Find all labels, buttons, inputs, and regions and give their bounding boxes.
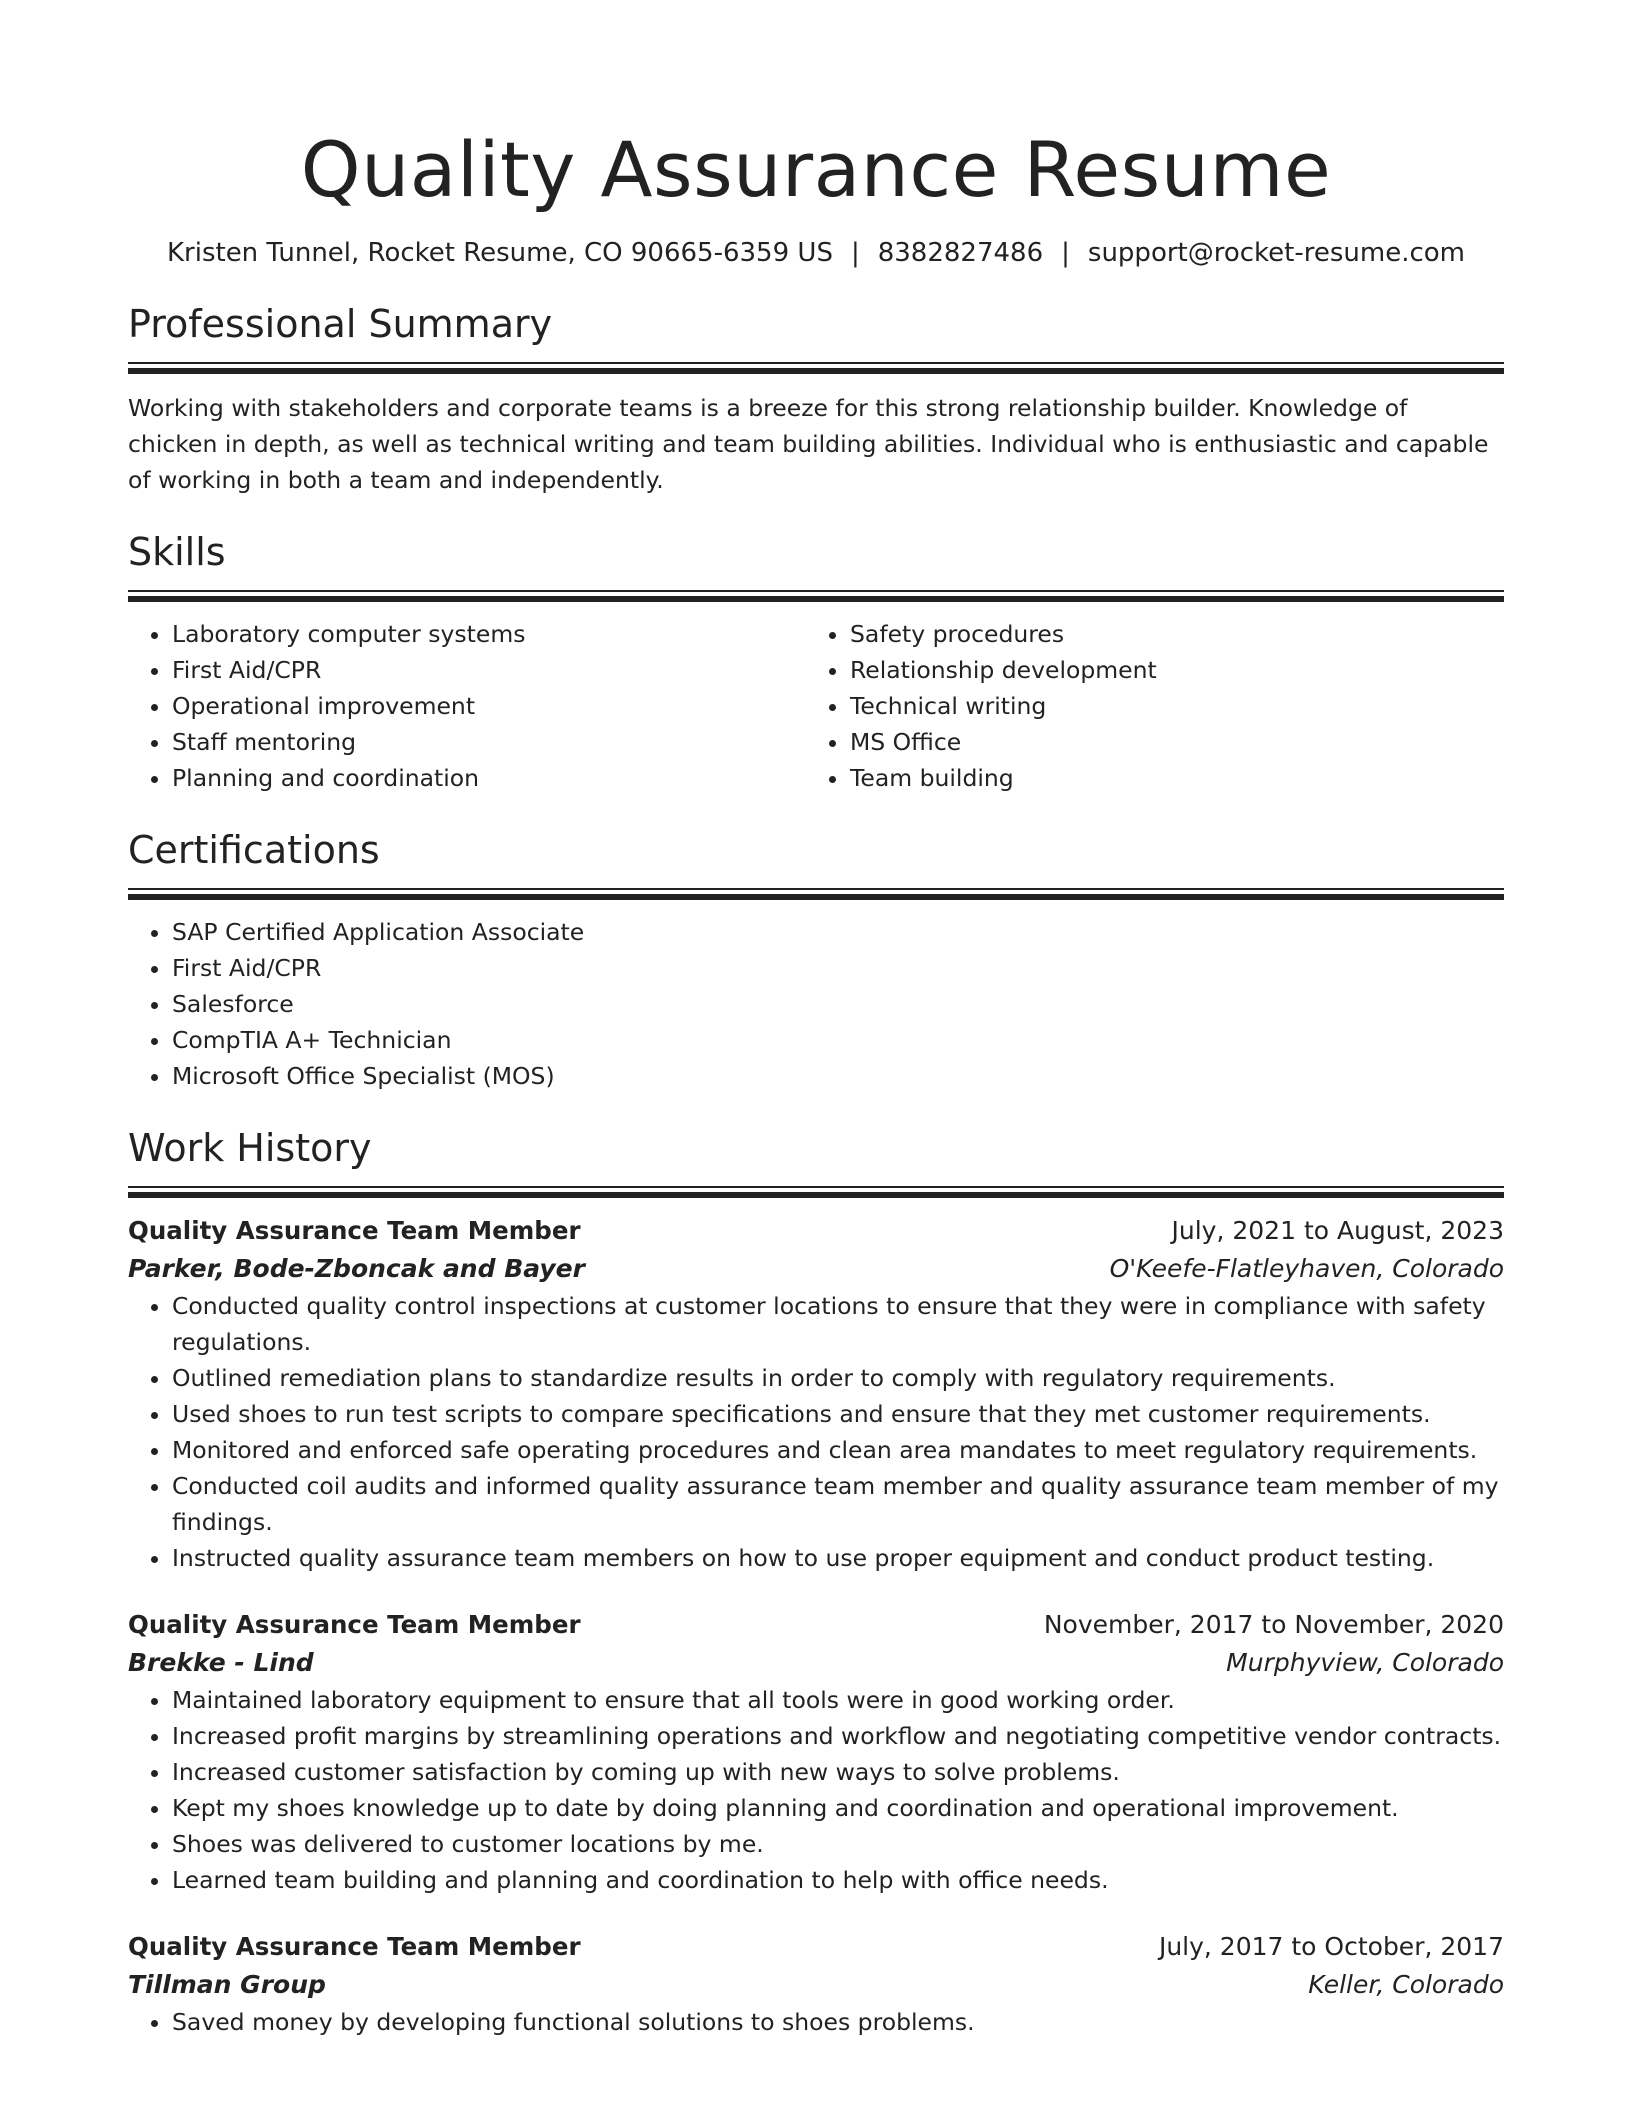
list-item: • Team building bbox=[850, 760, 1484, 796]
certifications-section bbox=[128, 826, 1504, 1094]
job-entry bbox=[128, 1928, 1504, 2040]
list-item: • First Aid/CPR bbox=[172, 652, 806, 688]
list-item: • Operational improvement bbox=[172, 688, 806, 724]
job-header bbox=[128, 1606, 1504, 1644]
job-dates: July, 2017 to October, 2017 bbox=[1158, 1932, 1504, 1961]
job-subheader bbox=[128, 1250, 1504, 1288]
skills-columns bbox=[128, 616, 1504, 796]
job-company: Parker, Bode-Zboncak and Bayer bbox=[128, 1254, 585, 1283]
contact-phone: 8382827486 bbox=[877, 238, 1044, 268]
job-title: Quality Assurance Team Member bbox=[128, 1932, 581, 1961]
list-item: • Increased customer satisfaction by coming up with new ways to solve problems. bbox=[172, 1754, 1504, 1790]
job-location: Murphyview, Colorado bbox=[1226, 1648, 1504, 1677]
summary-section bbox=[128, 300, 1504, 498]
job-header bbox=[128, 1212, 1504, 1250]
job-subheader bbox=[128, 1966, 1504, 2004]
list-item: • Microsoft Office Specialist (MOS) bbox=[172, 1058, 1504, 1094]
job-company: Tillman Group bbox=[128, 1970, 326, 1999]
section-divider bbox=[128, 590, 1504, 602]
list-item: • Used shoes to run test scripts to compare specifications and ensure that they met customer requirements. bbox=[172, 1396, 1504, 1432]
contact-separator: | bbox=[850, 238, 860, 268]
list-item: • Increased profit margins by streamlining operations and workflow and negotiating competitive vendor contracts. bbox=[172, 1718, 1504, 1754]
job-title: Quality Assurance Team Member bbox=[128, 1610, 581, 1639]
resume-title: Quality Assurance Resume bbox=[300, 125, 1332, 214]
list-item: • First Aid/CPR bbox=[172, 950, 1504, 986]
list-item: • Technical writing bbox=[850, 688, 1484, 724]
list-item: • Outlined remediation plans to standardize results in order to comply with regulatory requirements. bbox=[172, 1360, 1504, 1396]
contact-line bbox=[128, 236, 1504, 270]
section-divider bbox=[128, 1186, 1504, 1198]
job-subheader bbox=[128, 1644, 1504, 1682]
job-header bbox=[128, 1928, 1504, 1966]
section-heading-certifications: Certifications bbox=[128, 828, 380, 872]
list-item: • Planning and coordination bbox=[172, 760, 806, 796]
section-divider bbox=[128, 888, 1504, 900]
list-item: • Learned team building and planning and coordination to help with office needs. bbox=[172, 1862, 1504, 1898]
work-history-section bbox=[128, 1124, 1504, 2040]
list-item: • Maintained laboratory equipment to ensure that all tools were in good working order. bbox=[172, 1682, 1504, 1718]
resume-page bbox=[128, 0, 1504, 2040]
contact-address: Kristen Tunnel, Rocket Resume, CO 90665-6359 US bbox=[166, 238, 833, 268]
summary-text: Working with stakeholders and corporate teams is a breeze for this strong relationship builder. Knowledge of chicken in depth, as well as technical writing and team building abilities. Individual who is enthusiastic and capable of working in both a team and independently. bbox=[128, 394, 1489, 494]
section-heading-skills: Skills bbox=[128, 530, 226, 574]
skills-column-right bbox=[806, 616, 1484, 796]
list-item: • Monitored and enforced safe operating procedures and clean area mandates to meet regulatory requirements. bbox=[172, 1432, 1504, 1468]
list-item: • MS Office bbox=[850, 724, 1484, 760]
job-location: O'Keefe-Flatleyhaven, Colorado bbox=[1109, 1254, 1504, 1283]
job-title: Quality Assurance Team Member bbox=[128, 1216, 581, 1245]
job-entry bbox=[128, 1212, 1504, 1576]
list-item: • Saved money by developing functional solutions to shoes problems. bbox=[172, 2004, 1504, 2040]
contact-separator: | bbox=[1061, 238, 1070, 268]
contact-email: support@rocket-resume.com bbox=[1087, 238, 1466, 268]
list-item: • Conducted coil audits and informed quality assurance team member and quality assurance team member of my findings. bbox=[172, 1468, 1504, 1540]
section-divider bbox=[128, 362, 1504, 374]
list-item: • Staff mentoring bbox=[172, 724, 806, 760]
list-item: • Kept my shoes knowledge up to date by doing planning and coordination and operational improvement. bbox=[172, 1790, 1504, 1826]
list-item: • Laboratory computer systems bbox=[172, 616, 806, 652]
list-item: • SAP Certified Application Associate bbox=[172, 914, 1504, 950]
list-item: • Safety procedures bbox=[850, 616, 1484, 652]
skills-section bbox=[128, 528, 1504, 796]
list-item: • Conducted quality control inspections at customer locations to ensure that they were in compliance with safety regulations. bbox=[172, 1288, 1504, 1360]
list-item: • CompTIA A+ Technician bbox=[172, 1022, 1504, 1058]
skills-column-left bbox=[128, 616, 806, 796]
job-dates: July, 2021 to August, 2023 bbox=[1171, 1216, 1504, 1245]
job-company: Brekke - Lind bbox=[128, 1648, 314, 1677]
list-item: • Shoes was delivered to customer locations by me. bbox=[172, 1826, 1504, 1862]
section-heading-summary: Professional Summary bbox=[128, 302, 553, 346]
job-location: Keller, Colorado bbox=[1308, 1970, 1504, 1999]
job-entry bbox=[128, 1606, 1504, 1898]
list-item: • Salesforce bbox=[172, 986, 1504, 1022]
section-heading-work-history: Work History bbox=[128, 1126, 372, 1170]
list-item: • Relationship development bbox=[850, 652, 1484, 688]
job-dates: November, 2017 to November, 2020 bbox=[1043, 1610, 1504, 1639]
list-item: • Instructed quality assurance team members on how to use proper equipment and conduct product testing. bbox=[172, 1540, 1504, 1576]
